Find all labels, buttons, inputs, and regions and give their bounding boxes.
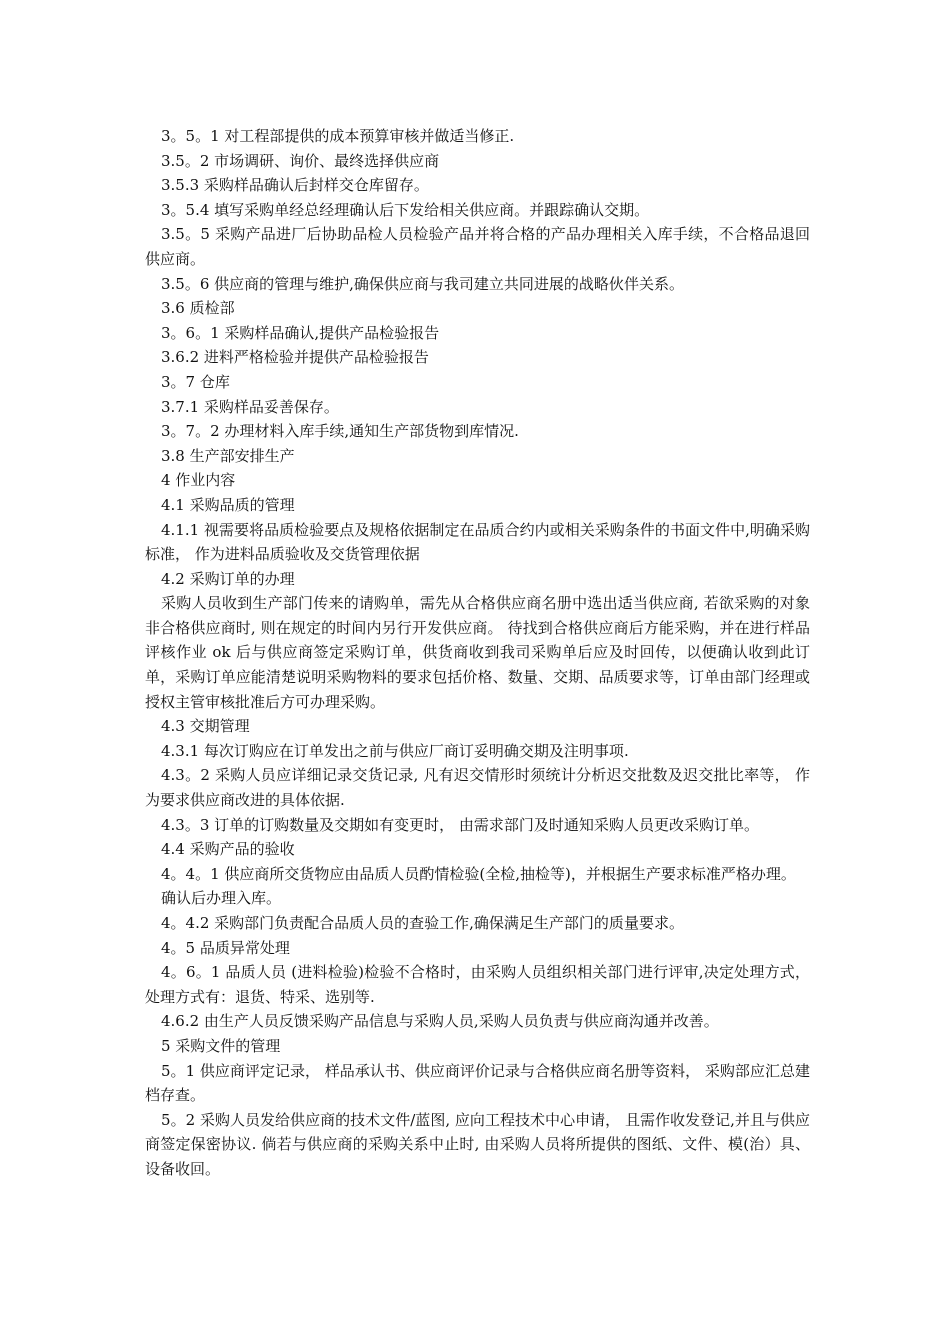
heading-4-5: 4。5 品质异常处理: [161, 938, 290, 957]
document-body: [145, 124, 810, 1182]
paragraph-4-3-2: 4.3。2 采购人员应详细记录交货记录, 凡有迟交情形时须统计分析迟交批数及迟交批比率等， 作为要求供应商改进的具体依据.: [145, 766, 810, 810]
paragraph-3-7-2: 3。7。2 办理材料入库手续,通知生产部货物到库情况.: [161, 422, 519, 441]
heading-3-7: 3。7 仓库: [161, 372, 230, 391]
paragraph-5-1: 5。1 供应商评定记录， 样品承认书、供应商评价记录与合格供应商名册等资料， 采购部应汇总建档存查。: [145, 1061, 810, 1105]
paragraph-4-1-1: 4.1.1 视需要将品质检验要点及规格依据制定在品质合约内或相关采购条件的书面文件中,明确采购标准， 作为进料品质验收及交货管理依据: [145, 520, 810, 564]
paragraph-5-2: 5。2 采购人员发给供应商的技术文件/蓝图, 应向工程技术中心申请， 且需作收发登记,并且与供应商签定保密协议. 倘若与供应商的采购关系中止时, 由采购人员将所提供的图纸、文件、模(治）具、设备收回。: [145, 1110, 810, 1178]
heading-3-8: 3.8 生产部安排生产: [161, 446, 295, 465]
heading-4-4: 4.4 采购产品的验收: [161, 840, 295, 859]
paragraph-4-4-1-cont: 确认后办理入库。: [161, 889, 282, 908]
heading-4-2: 4.2 采购订单的办理: [161, 569, 295, 588]
paragraph-4-2-body: 采购人员收到生产部门传来的请购单，需先从合格供应商名册中选出适当供应商, 若欲采购的对象非合格供应商时, 则在规定的时间内另行开发供应商。 待找到合格供应商后方能采购，并在进行样品评核作业 ok 后与供应商签定采购订单，供货商收到我司采购单后应及时回传，以便确认收到此订单，采购订单应能清楚说明采购物料的要求包括价格、数量、交期、品质要求等，订单由部门经理或授权主管审核批准后方可办理采购。: [145, 594, 810, 711]
paragraph-3-5-1: 3。5。1 对工程部提供的成本预算审核并做适当修正.: [161, 127, 515, 145]
heading-4-1: 4.1 采购品质的管理: [161, 495, 295, 514]
paragraph-4-6-1: 4。6。1 品质人员 (进料检验)检验不合格时，由采购人员组织相关部门进行评审,决定处理方式，处理方式有：退货、特采、选别等.: [145, 963, 810, 1006]
heading-4: 4 作业内容: [161, 471, 236, 490]
paragraph-4-3-1: 4.3.1 每次订购应在订单发出之前与供应厂商订妥明确交期及注明事项.: [161, 741, 629, 760]
paragraph-4-6-2: 4.6.2 由生产人员反馈采购产品信息与采购人员,采购人员负责与供应商沟通并改善。: [161, 1012, 719, 1031]
heading-5: 5 采购文件的管理: [161, 1036, 281, 1055]
paragraph-4-4-2: 4。4.2 采购部门负责配合品质人员的查验工作,确保满足生产部门的质量要求。: [161, 914, 684, 932]
paragraph-3-5-2: 3.5。2 市场调研、询价、最终选择供应商: [161, 151, 440, 170]
paragraph-3-6-2: 3.6.2 进料严格检验并提供产品检验报告: [161, 348, 429, 367]
paragraph-3-7-1: 3.7.1 采购样品妥善保存。: [161, 397, 339, 416]
heading-3-6: 3.6 质检部: [161, 299, 235, 318]
paragraph-4-3-3: 4.3。3 订单的订购数量及交期如有变更时， 由需求部门及时通知采购人员更改采购订单。: [161, 815, 759, 834]
paragraph-3-5-4: 3。5.4 填写采购单经总经理确认后下发给相关供应商。并跟踪确认交期。: [161, 200, 650, 219]
paragraph-3-5-5: 3.5。5 采购产品进厂后协助品检人员检验产品并将合格的产品办理相关入库手续，不合格品退回供应商。: [145, 225, 810, 268]
paragraph-3-5-6: 3.5。6 供应商的管理与维护,确保供应商与我司建立共同进展的战略伙伴关系。: [161, 274, 684, 293]
heading-4-3: 4.3 交期管理: [161, 717, 250, 736]
paragraph-3-6-1: 3。6。1 采购样品确认,提供产品检验报告: [161, 323, 440, 342]
paragraph-3-5-3: 3.5.3 采购样品确认后封样交仓库留存。: [161, 176, 429, 195]
paragraph-4-4-1: 4。4。1 供应商所交货物应由品质人员酌情检验(全检,抽检等)，并根据生产要求标准严格办理。: [161, 864, 796, 883]
